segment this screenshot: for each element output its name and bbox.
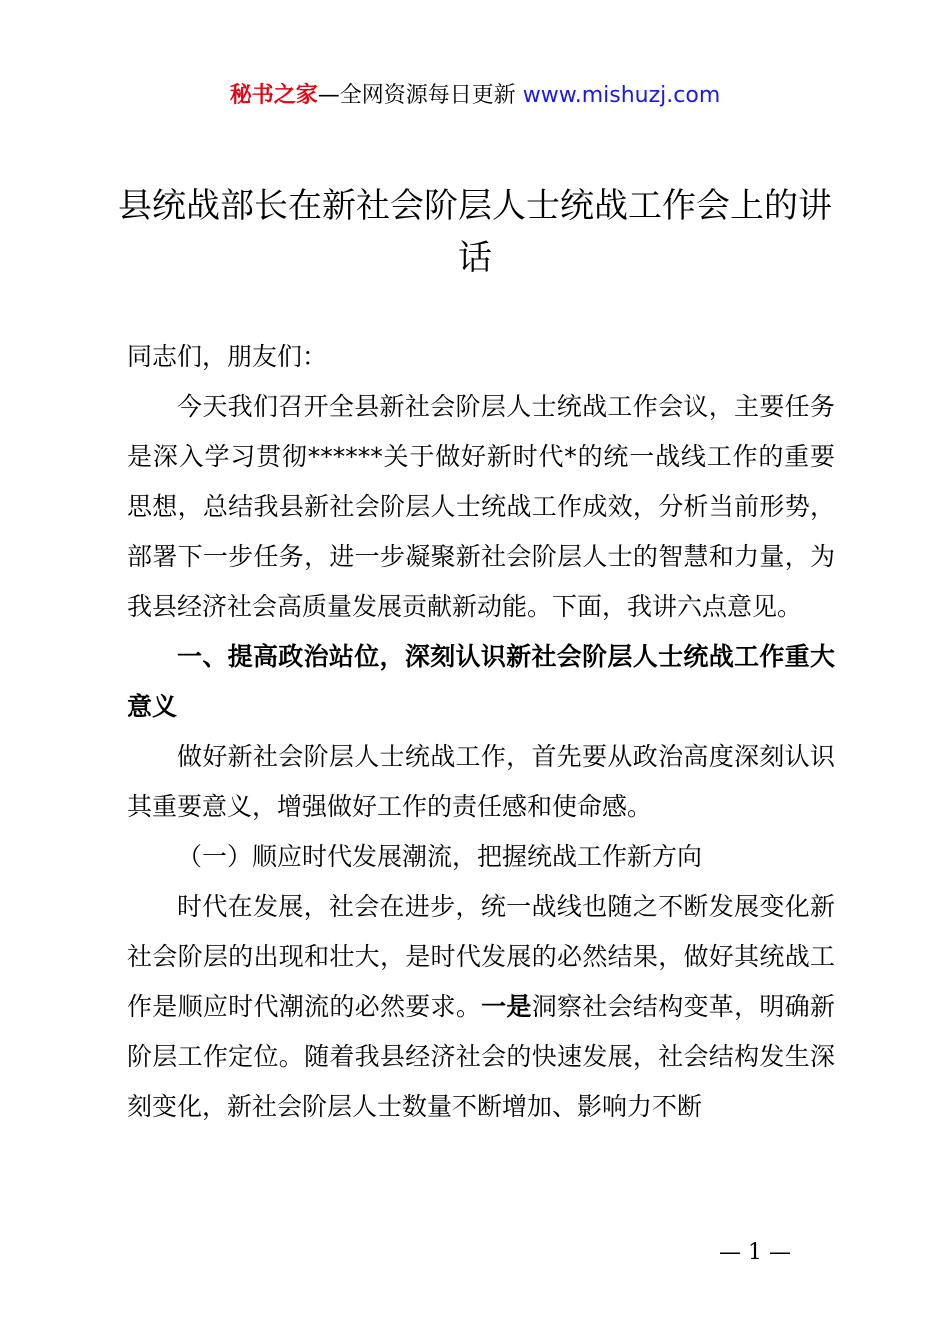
subsection-heading-1: （一）顺应时代发展潮流，把握统战工作新方向: [177, 842, 703, 871]
site-url-link[interactable]: www.mishuzj.com: [522, 83, 721, 108]
site-banner: [0, 80, 950, 112]
section-heading-1: 一、提高政治站位，深刻认识新社会阶层人士统战工作重大意义: [127, 642, 835, 721]
paragraph-text: 洞察社会结构变革，明确新阶层工作定位。随着我县经济社会的快速发展，社会结构发生深刻变化，新社会阶层人士数量不断增加、影响力不断: [127, 992, 835, 1121]
site-brand: 秘书之家: [229, 83, 318, 108]
paragraph-subsection-1: [127, 882, 835, 1132]
site-slogan: —全网资源每日更新: [317, 83, 516, 108]
page-number: — 1 —: [719, 1240, 791, 1265]
paragraph-section-1: 做好新社会阶层人士统战工作，首先要从政治高度深刻认识其重要意义，增强做好工作的责任感和使命感。: [127, 742, 835, 821]
point-label: 一是: [481, 992, 532, 1021]
document-body: [127, 332, 835, 1132]
document-title: 县统战部长在新社会阶层人士统战工作会上的讲话: [118, 186, 832, 278]
paragraph-text: 时代在发展，社会在进步，统一战线也随之不断发展变化新社会阶层的出现和壮大，是时代发展的必然结果，做好其统战工作是顺应时代潮流的必然要求。: [127, 892, 835, 1021]
paragraph-intro: 今天我们召开全县新社会阶层人士统战工作会议，主要任务是深入学习贯彻******关于做好新时代*的统一战线工作的重要思想，总结我县新社会阶层人士统战工作成效，分析当前形势，部署下一步任务，进一步凝聚新社会阶层人士的智慧和力量，为我县经济社会高质量发展贡献新动能。下面，我讲六点意见。: [127, 392, 835, 621]
salutation: 同志们，朋友们：: [127, 342, 328, 371]
